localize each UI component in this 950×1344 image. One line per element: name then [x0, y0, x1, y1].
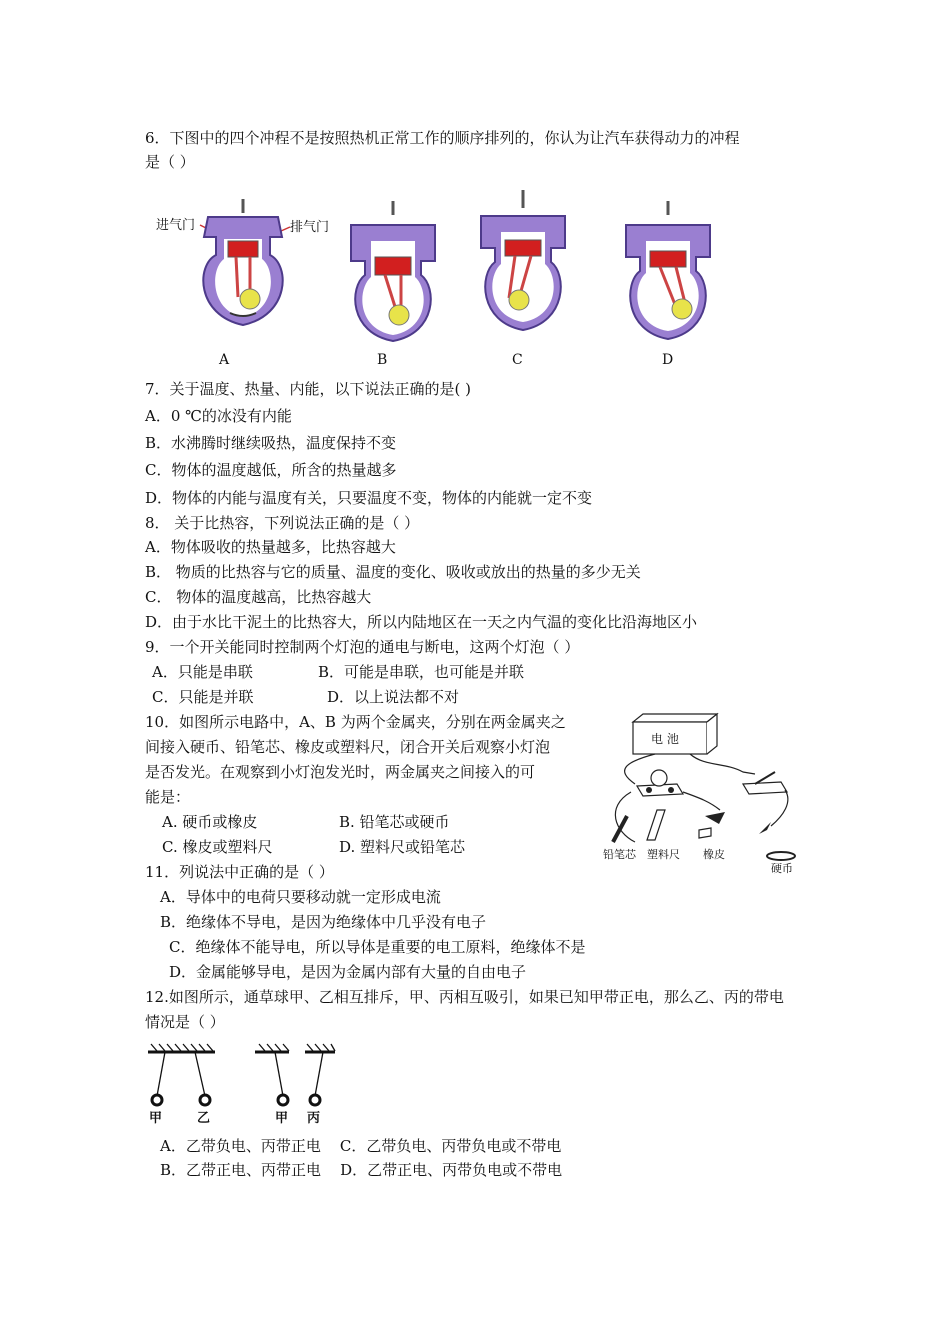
q12-stem-line2: 情况是（ ） — [145, 1013, 225, 1031]
ball-label-jia-1: 甲 — [149, 1111, 163, 1126]
q10-stem-line2: 间接入硬币、铅笔芯、橡皮或塑料尺，闭合开关后观察小灯泡 — [145, 738, 551, 756]
q10-stem-line3: 是否发光。在观察到小灯泡发光时，两金属夹之间接入的可 — [145, 763, 536, 781]
pith-balls-diagram — [145, 1042, 345, 1127]
engine-label-a: A — [219, 352, 230, 368]
q12-options-row2: B．乙带正电、丙带正电 D．乙带正电、丙带负电或不带电 — [160, 1161, 563, 1179]
q10-stem-line4: 能是： — [145, 788, 191, 806]
q8-stem: 8． 关于比热容，下列说法正确的是（ ） — [145, 514, 420, 532]
q6-stem-line1: 6．下图中的四个冲程不是按照热机正常工作的顺序排列的，你认为让汽车获得动力的冲程 — [145, 129, 740, 147]
intake-valve-label: 进气门 — [156, 218, 196, 233]
q11-option-a: A．导体中的电荷只要移动就一定形成电流 — [160, 888, 441, 906]
q7-option-a: A．0 ℃的冰没有内能 — [145, 407, 292, 425]
q10-option-b: B. 铅笔芯或硬币 — [339, 813, 450, 831]
q8-option-c: C． 物体的温度越高，比热容越大 — [145, 588, 372, 606]
q8-option-d: D．由于水比干泥土的比热容大，所以内陆地区在一天之内气温的变化比沿海地区小 — [145, 613, 698, 631]
ball-label-jia-2: 甲 — [275, 1111, 289, 1126]
q9-option-d: D．以上说法都不对 — [327, 688, 460, 706]
q12-options-row1: A．乙带负电、丙带正电 C．乙带负电、丙带负电或不带电 — [160, 1137, 562, 1155]
battery-label: 电 池 — [651, 732, 679, 746]
q11-option-d: D．金属能够导电，是因为金属内部有大量的自由电子 — [169, 963, 527, 981]
q9-option-a: A．只能是串联 — [152, 663, 253, 681]
q11-stem: 11．列说法中正确的是（ ） — [145, 863, 334, 881]
q8-option-a: A．物体吸收的热量越多，比热容越大 — [145, 538, 396, 556]
engine-label-d: D — [662, 352, 674, 368]
q9-option-c: C．只能是并联 — [152, 688, 254, 706]
q10-stem-line1: 10．如图所示电路中，A、B 为两个金属夹，分别在两金属夹之 — [145, 713, 566, 731]
engine-diagram-b — [345, 195, 445, 345]
q6-stem-line2: 是（ ） — [145, 153, 195, 171]
circuit-diagram — [595, 712, 810, 877]
q11-option-b: B．绝缘体不导电，是因为绝缘体中几乎没有电子 — [160, 913, 487, 931]
engine-diagram-d — [620, 195, 720, 345]
q9-stem: 9．一个开关能同时控制两个灯泡的通电与断电，这两个灯泡（ ） — [145, 638, 580, 656]
engine-label-c: C — [512, 352, 523, 368]
q10-option-a: A. 硬币或橡皮 — [162, 813, 258, 831]
q7-option-d: D．物体的内能与温度有关，只要温度不变，物体的内能就一定不变 — [145, 489, 593, 507]
q9-option-b: B．可能是串联，也可能是并联 — [318, 663, 525, 681]
eraser-label: 橡皮 — [703, 848, 725, 861]
q12-stem-line1: 12.如图所示，通草球甲、乙相互排斥，甲、丙相互吸引，如果已知甲带正电，那么乙、丙的带电 — [145, 988, 784, 1006]
q7-option-c: C．物体的温度越低，所含的热量越多 — [145, 461, 397, 479]
exhaust-valve-label: 排气门 — [290, 220, 330, 235]
pencil-lead-label: 铅笔芯 — [603, 848, 636, 861]
q11-option-c: C．绝缘体不能导电，所以导体是重要的电工原料，绝缘体不是 — [169, 938, 586, 956]
coin-label: 硬币 — [771, 862, 793, 875]
plastic-ruler-label: 塑料尺 — [647, 848, 680, 861]
q10-option-c: C. 橡皮或塑料尺 — [162, 838, 273, 856]
engine-label-b: B — [377, 352, 388, 368]
ball-label-bing: 丙 — [307, 1111, 321, 1126]
engine-diagram-c — [475, 188, 575, 338]
engine-diagram-a — [150, 195, 340, 335]
q7-option-b: B．水沸腾时继续吸热，温度保持不变 — [145, 434, 397, 452]
q10-option-d: D. 塑料尺或铅笔芯 — [339, 838, 466, 856]
ball-label-yi: 乙 — [197, 1111, 211, 1126]
q7-stem: 7．关于温度、热量、内能，以下说法正确的是( ) — [145, 380, 472, 398]
q8-option-b: B． 物质的比热容与它的质量、温度的变化、吸收或放出的热量的多少无关 — [145, 563, 641, 581]
